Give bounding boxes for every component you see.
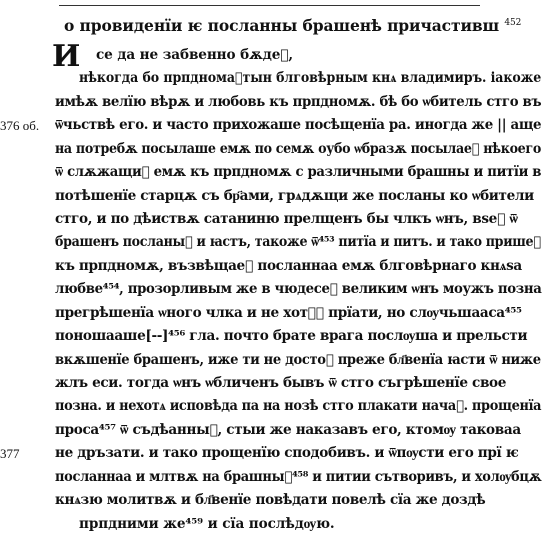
chapter-title-text: о провиденїи ѥ посланны брашенѣ причастивш [64,16,505,36]
text-line: се да не забвенно бѫдеⷮ, [96,47,294,63]
text-line: кнѧзю молитвѫ и бл҃венїе повѣдати повелѣ сїа же доздѣ [55,492,486,509]
text-line: брашенъ посланыⷯ и ꙗстъ, такоже ѿ⁴⁵³ питїа и питъ. и тако пришеⷣ [55,234,541,251]
text-line: жлъ еси. тогда ѡнъ ѡбличенъ бывъ ѿ стго съгрѣшенїе свое [55,375,507,391]
top-rule [59,5,480,6]
text-line: проса⁴⁵⁷ ѿ съдѣанныⷯ, стыи же наказавъ его, ктомѹ таковаа [55,421,521,438]
footnote-number: 452 [504,18,522,28]
text-line: поношааше[--]⁴⁵⁶ гла. почто брате врага послѹша и прельсти [55,328,528,345]
text-line: ѿчьствѣ его. и часто прихожаше посѣщенїа ра. иногда же || аще [55,117,542,134]
text-line: не дръзати. и тако прощенїю сподобивъ. и ѿпѹсти его прї ѥ [55,445,519,462]
text-line: стго, и по дѣиствѫ сатаниню прелщенъ бы члкъ ѡнъ, вѕеⷨ ѿ [55,211,518,227]
chapter-title [64,8,522,41]
text-line: вкѫшенїе брашенъ, иже ти не достоⷩ преже бл҃венїа ꙗсти ѿ ниже [55,351,541,368]
text-line: къ прпдномѫ, възвѣщаеⷮ посланнаа емѫ блговѣрнаго кнѧѕа [55,257,522,274]
text-line: прегрѣшенїа ѡного члка и не хотѧⷲ прїати, но слѹчьшааса⁴⁵⁵ [55,304,522,321]
text-line: посланнаа и млтвѫ на брашныⷣ⁴⁵⁸ и питии сътворивъ, и холѹбцѫ [55,468,542,485]
text-line: потѣшенїе старцѫ съ бр҃ами, грѧдѫщи же посланы ко ѡбители [55,187,534,204]
text-line: ѿ слѫжащиⷯ емѫ къ прпдномѫ с различными брашны и питїи в [55,164,542,181]
text-line: прпдними же⁴⁵⁹ и сїа послѣдѹю. [79,515,335,532]
text-line: любве⁴⁵⁴, прозорливым же в чюдесеⷯ великим ѡнъ моужъ позна [55,281,542,298]
text-line: на потребѫ посылаше емѫ по семѫ оубо ѡбразѫ посылаеⷮ нѣкоего [55,140,541,157]
text-line: позна. и нехотѧ исповѣда па на нозѣ стго плакати начаⷮ. прощенїа [55,398,542,415]
text-line: имѣѫ велїю вѣрѫ и любовь къ прпдномѫ. бѣ бо ѡбитель стго въ [55,93,542,110]
drop-cap-initial: И [52,39,81,74]
margin-folio-ref-377: 377 [0,446,20,462]
text-line: нѣкогда бо прпдномаⷩтын блговѣрным кнѧ владимиръ. іакоже [79,70,542,87]
margin-folio-ref-376: 376 об. [0,118,40,134]
